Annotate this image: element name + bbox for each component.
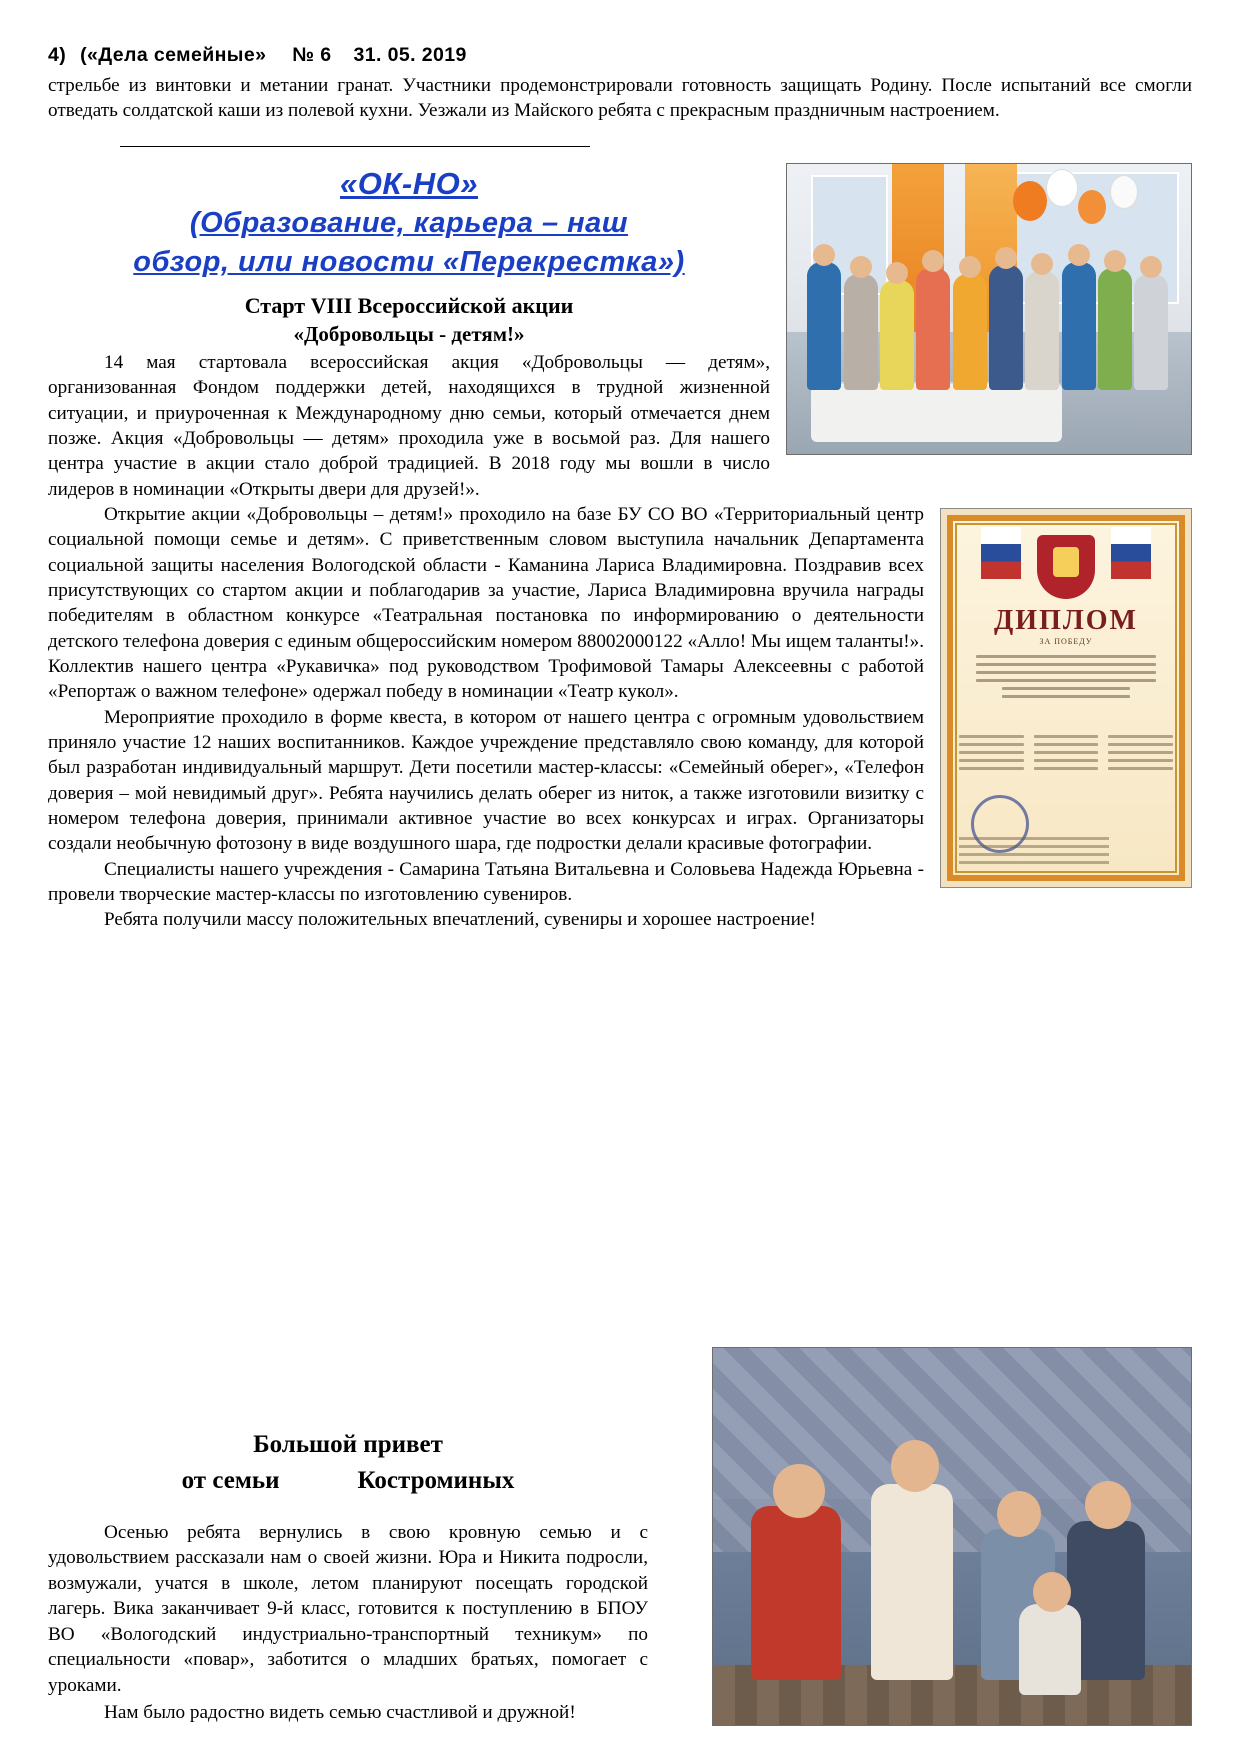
family-article-title-line-2-right: Костроминых (357, 1467, 515, 1495)
photo-family-art (713, 1348, 1191, 1725)
article-title-line-3: обзор, или новости «Перекрестка») (133, 246, 685, 279)
family-paragraph-2: Нам было радостно видеть семью счастливой и дружной! (104, 1702, 576, 1724)
family-article-title (48, 1429, 648, 1498)
section-divider (120, 146, 590, 147)
family-article-title-line-2-left: от семьи (181, 1467, 280, 1495)
article-subtitle-line-1: Старт VIII Всероссийской акции (244, 292, 574, 318)
article-paragraph-5: Ребята получили массу положительных впечатлений, сувениры и хорошее настроение! (104, 909, 816, 931)
photo-family (712, 1347, 1192, 1726)
article-paragraph-4: Специалисты нашего учреждения - Самарина Татьяна Витальевна и Соловьева Надежда Юрьевна - провели творческие мастер-классы по изготовлению сувениров. (48, 858, 924, 906)
article-family-greeting (48, 1429, 648, 1726)
publication-name: («Дела семейные» (80, 44, 267, 66)
issue-date: 31. 05. 2019 (353, 44, 467, 66)
article-title-line-1: «ОК-НО» (340, 165, 478, 201)
photo-event-group-art (787, 164, 1191, 454)
article-ok-no (48, 163, 1192, 933)
diploma-title: ДИПЛОМ (994, 604, 1138, 636)
lead-paragraph: стрельбе из винтовки и метании гранат. Участники продемонстрировали готовность защищать Родину. После испытаний все смогли отведать солдатской каши из полевой кухни. Уезжали из Майского ребята с прекрасным праздничным настроением. (48, 75, 1192, 122)
photo-diploma (940, 508, 1192, 888)
article-paragraph-2: Открытие акции «Добровольцы – детям!» проходило на базе БУ СО ВО «Территориальный центр социальной помощи семье и детям». С приветственным словом выступила начальник Департамента социальной защиты населения Вологодской области - Каманина Лариса Владимировна. Поздравив всех присутствующих со стартом акции и поблагодарив за участие, Лариса Владимировна вручила награды победителям в областном конкурсе «Театральная постановка по информированию о деятельности детского телефона доверия с единым общероссийским номером 88002000122 «Алло! Мы ищем таланты!». Коллектив нашего центра «Рукавичка» под руководством Трофимовой Тамары Алексеевны с работой «Репортаж о важном телефоне» одержал победу в номинации «Театр кукол». (48, 503, 924, 703)
diploma-subtitle: ЗА ПОБЕДУ (1039, 636, 1093, 646)
article-paragraph-3: Мероприятие проходило в форме квеста, в котором от нашего центра с огромным удовольствием приняло участие 12 наших воспитанников. Каждое учреждение представляло свою команду, для которой был разработан индивидуальный маршрут. Дети посетили мастер-классы: «Семейный оберег», «Телефон доверия – мой невидимый друг». Ребята научились делать оберег из ниток, а также изготовили визитку с номером телефона доверия, принимали активное участие во всех конкурсах и играх. Организаторы создали необычную фотозону в виде воздушного шара, где подростки делали красивые фотографии. (48, 706, 924, 855)
article-subtitle-line-2: «Добровольцы - детям!» (293, 321, 525, 346)
article-title-line-2: (Образование, карьера – наш (189, 207, 629, 240)
photo-event-group (786, 163, 1192, 455)
page-masthead (48, 44, 1192, 67)
family-article-title-line-1: Большой привет (253, 1430, 443, 1458)
article-paragraph-1: 14 мая стартовала всероссийская акция «Добровольцы — детям», организованная Фондом поддержки детей, находящихся в трудной жизненной ситуации, и приуроченная к Международному дню семьи, который отмечается днем позже. Акция «Добровольцы — детям» проходила уже в восьмой раз. Для нашего центра участие в акции стало доброй традицией. В 2018 году мы вошли в число лидеров в номинации «Открыты двери для друзей!». (48, 351, 770, 500)
page-number: 4) (48, 44, 67, 66)
issue-number: № 6 (292, 44, 332, 66)
lead-paragraph-block (48, 73, 1192, 124)
family-paragraph-1: Осенью ребята вернулись в свою кровную семью и с удовольствием рассказали нам о своей жизни. Юра и Никита подросли, возмужали, учатся в школе, летом планируют посещать городской лагерь. Вика заканчивает 9-й класс, готовится к поступлению в БПОУ ВО «Вологодский индустриально-транспортный техникум» по специальности «повар», заботится о младших братьях, помогает с уроками. (48, 1521, 648, 1696)
photo-diploma-art (941, 509, 1191, 887)
